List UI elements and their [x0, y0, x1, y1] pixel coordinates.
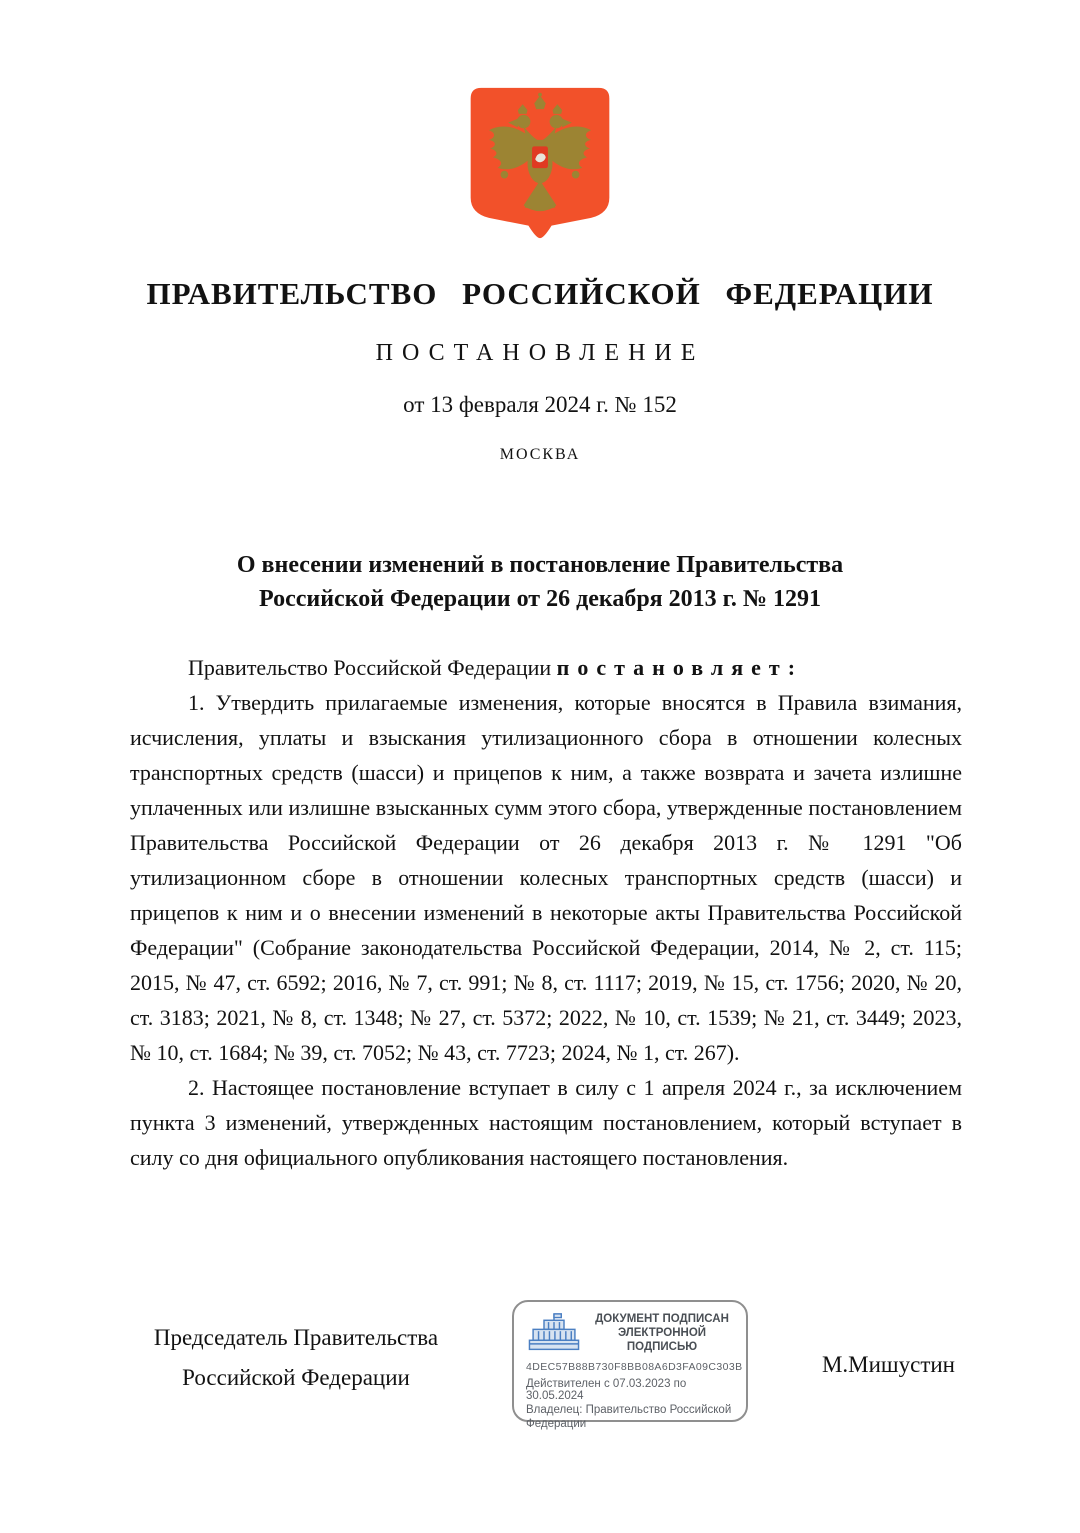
- stamp-certificate-number: 4DEC57B88B730F8BB08A6D3FA09C303B: [526, 1361, 743, 1373]
- stamp-title-line1: ДОКУМЕНТ ПОДПИСАН: [595, 1313, 729, 1325]
- enacting-clause-text: Правительство Российской Федерации: [188, 655, 557, 680]
- document-title-line2: Российской Федерации от 26 декабря 2013 г. № 1291: [259, 586, 821, 612]
- signer-position: [130, 1318, 462, 1398]
- government-org-name: ПРАВИТЕЛЬСТВО РОССИЙСКОЙ ФЕДЕРАЦИИ: [146, 276, 934, 311]
- document-title-line1: О внесении изменений в постановление Правительства: [236, 552, 844, 578]
- document-title: [0, 548, 1080, 616]
- russia-coat-of-arms-icon: [467, 86, 613, 242]
- electronic-signature-stamp: [512, 1300, 748, 1430]
- document-type-heading: ПОСТАНОВЛЕНИЕ: [375, 340, 705, 366]
- signer-position-line1: Председатель Правительства: [153, 1325, 439, 1350]
- document-city: МОСКВА: [499, 446, 581, 463]
- body-paragraphs: [130, 685, 962, 1175]
- body-paragraph: 1. Утвердить прилагаемые изменения, которые вносятся в Правила взимания, исчисления, уплаты и взыскания утилизационного сбора в отношении колесных транспортных средств (шасси) и прицепов к ним, а также возврата и зачета излишне уплаченных или излишне взысканных сумм этого сбора, утвержденные постановлением Правительства Российской Федерации от 26 декабря 2013 г. № 1291 "Об утилизационном сборе в отношении колесных транспортных средств (шасси) и прицепов к ним и о внесении изменений в некоторые акты Правительства Российской Федерации" (Собрание законодательства Российской Федерации, 2014, № 2, ст. 115; 2015, № 47, ст. 6592; 2016, № 7, ст. 991; № 8, ст. 1117; 2019, № 15, ст. 1756; 2020, № 20, ст. 3183; 2021, № 8, ст. 1348; № 27, ст. 5372; 2022, № 10, ст. 1539; № 21, ст. 3449; 2023, № 10, ст. 1684; № 39, ст. 7052; № 43, ст. 7723; 2024, № 1, ст. 267).: [130, 690, 962, 1065]
- enacting-clause-verb: постановляет:: [556, 655, 804, 680]
- document-date-number: от 13 февраля 2024 г. № 152: [403, 392, 677, 417]
- signer-position-line2: Российской Федерации: [182, 1365, 410, 1390]
- signer-name: М.Мишустин: [821, 1352, 955, 1377]
- stamp-validity-period: Действителен с 07.03.2023 по 30.05.2024: [526, 1378, 687, 1402]
- body-paragraph: 2. Настоящее постановление вступает в силу с 1 апреля 2024 г., за исключением пункта 3 изменений, утвержденных настоящим постановлением, который вступает в силу со дня официального опубликования настоящего постановления.: [130, 1075, 962, 1170]
- document-body: [130, 650, 962, 1175]
- stamp-owner: Владелец: Правительство Российской Федерации: [526, 1404, 732, 1430]
- enacting-clause: [130, 650, 962, 685]
- stamp-header: [526, 1312, 734, 1354]
- stamp-title-line2: ЭЛЕКТРОННОЙ ПОДПИСЬЮ: [617, 1327, 707, 1353]
- government-building-icon: [526, 1313, 582, 1353]
- stamp-title: [590, 1312, 734, 1354]
